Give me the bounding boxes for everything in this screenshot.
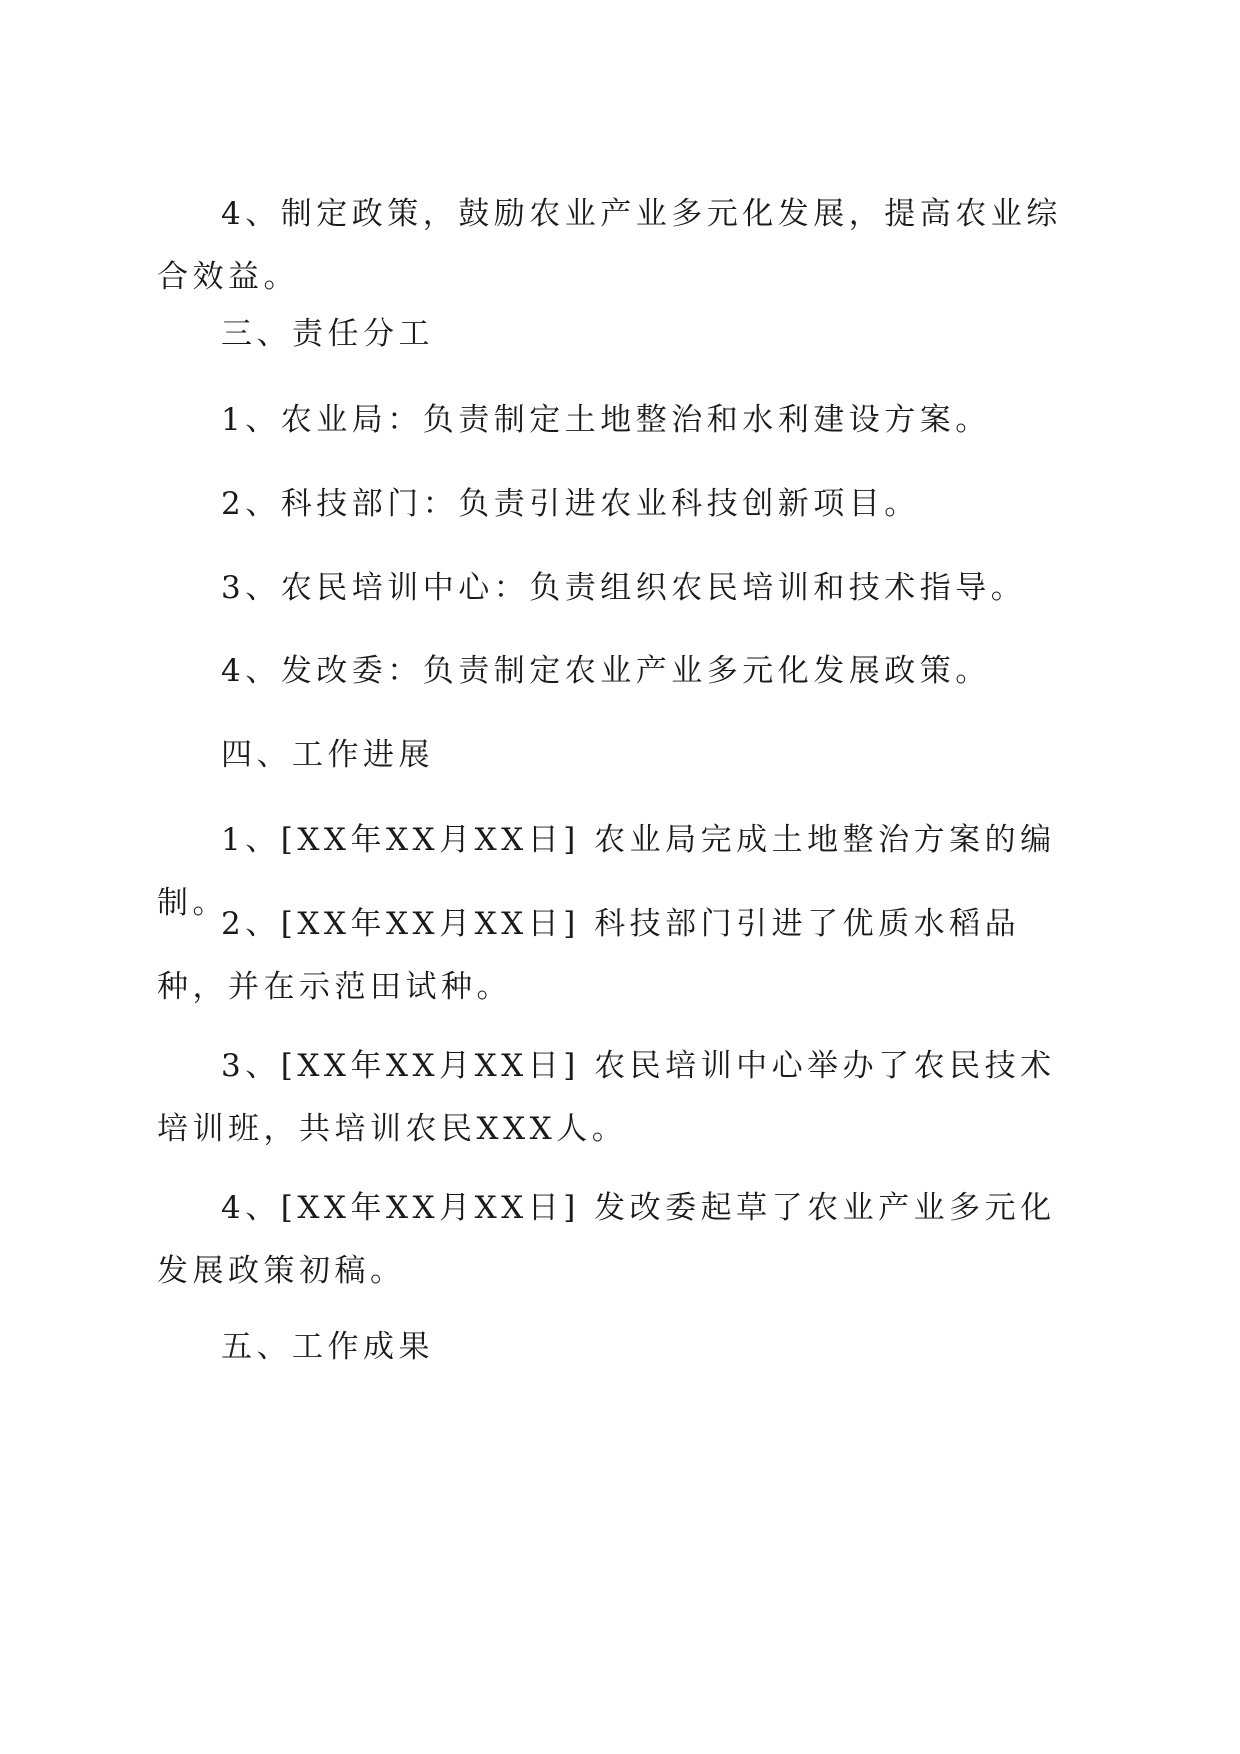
progress-item-2: 2、[XX年XX月XX日] 科技部门引进了优质水稻品种，并在示范田试种。 [157,906,1021,1005]
progress-item-3: 3、[XX年XX月XX日] 农民培训中心举办了农民技术培训班，共培训农民XXX人。 [157,1048,1056,1147]
section-heading-progress: 四、工作进展 [221,737,434,773]
progress-item-4: 4、[XX年XX月XX日] 发改委起草了农业产业多元化发展政策初稿。 [157,1190,1056,1289]
policy-item-4: 4、制定政策，鼓励农业产业多元化发展，提高农业综合效益。 [157,196,1062,295]
responsibility-item-3: 3、农民培训中心：负责组织农民培训和技术指导。 [221,570,1027,606]
responsibility-item-1: 1、农业局：负责制定土地整治和水利建设方案。 [221,402,991,438]
section-heading-responsibilities: 三、责任分工 [221,316,434,352]
responsibility-item-2: 2、科技部门：负责引进农业科技创新项目。 [221,486,920,522]
section-heading-results: 五、工作成果 [221,1329,434,1365]
progress-item-1: 1、[XX年XX月XX日] 农业局完成土地整治方案的编制。 [157,822,1056,921]
responsibility-item-4: 4、发改委：负责制定农业产业多元化发展政策。 [221,653,991,689]
